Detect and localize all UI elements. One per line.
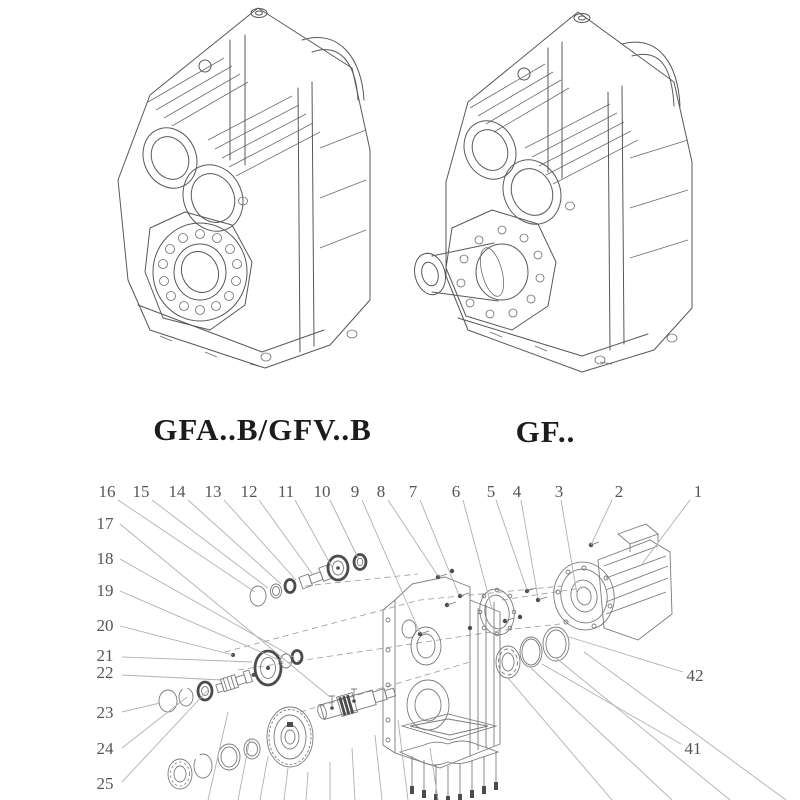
leader-line-17 [120,524,330,697]
callout-6: 6 [451,482,461,501]
model-label-gf: GF.. [515,414,576,449]
leader-line-42 [566,636,683,672]
leader-line-8 [388,500,438,576]
callout-1: 1 [693,482,703,501]
leader-line-41 [542,664,681,744]
leader-line-10 [330,500,358,558]
leader-line-1 [642,500,690,564]
callout-11: 11 [277,482,295,501]
callout-21: 21 [96,646,114,665]
motor [548,524,672,640]
gearbox-drawing-gfab-gfvb [118,8,370,368]
input-pinion-shaft [298,565,331,588]
output-assembly [168,681,397,789]
callout-3: 3 [554,482,564,501]
callout-22: 22 [96,663,114,682]
callout-18: 18 [96,549,114,568]
callout-19: 19 [96,581,114,600]
bottom-cover-assembly [400,714,498,800]
bearing-face [145,212,252,330]
callout-8: 8 [376,482,386,501]
input-shaft-assembly [250,555,366,607]
leader-line-6 [463,500,492,609]
callout-42: 42 [686,666,704,685]
callout-7: 7 [408,482,418,501]
model-label-gfab-gfvb: GFA..B/GFV..B [153,412,372,447]
leader-line-13 [224,500,296,580]
fins-center [208,96,320,176]
fins-top-left [148,58,248,126]
callout-20: 20 [96,616,114,635]
callout-layer [97,482,704,793]
leader-line-12 [259,500,313,575]
exploded-diagram-canvas [0,478,800,800]
leader-line-2 [591,500,612,545]
gearbox-drawing-gf [410,12,692,372]
callout-5: 5 [486,482,496,501]
callout-12: 12 [240,482,258,501]
fins-top-left [470,64,569,132]
callout-10: 10 [313,482,331,501]
callout-16: 16 [98,482,116,501]
callout-41: 41 [684,739,702,758]
cover-bolts [410,752,498,800]
leader-line-16 [118,500,255,592]
leader-line-18 [120,559,295,658]
worm-pinion-shaft [215,669,258,694]
callout-15: 15 [132,482,150,501]
fins-center [525,104,638,184]
output-gear [267,707,313,767]
leader-line-23 [122,703,160,712]
callout-9: 9 [350,482,360,501]
leader-line-21 [122,657,252,662]
callout-4: 4 [512,482,522,501]
leader-line-19 [120,591,284,662]
output-shaft [315,681,396,722]
leader-line-20 [120,626,233,655]
leader-line-5 [496,500,527,590]
callout-24: 24 [96,739,114,758]
intermediate-assembly [159,651,302,713]
leader-line-25 [122,690,208,782]
callout-17: 17 [96,514,114,533]
callout-2: 2 [614,482,624,501]
leader-line-4 [521,500,538,598]
leader-line-22 [122,675,222,680]
leader-line-14 [188,500,281,584]
callout-25: 25 [96,774,114,793]
leader-line-3 [561,500,577,594]
retaining-rings [496,627,569,678]
callout-14: 14 [168,482,186,501]
leader-line-15 [152,500,268,588]
callout-13: 13 [204,482,222,501]
output-shaft [410,210,556,330]
callout-23: 23 [96,703,114,722]
